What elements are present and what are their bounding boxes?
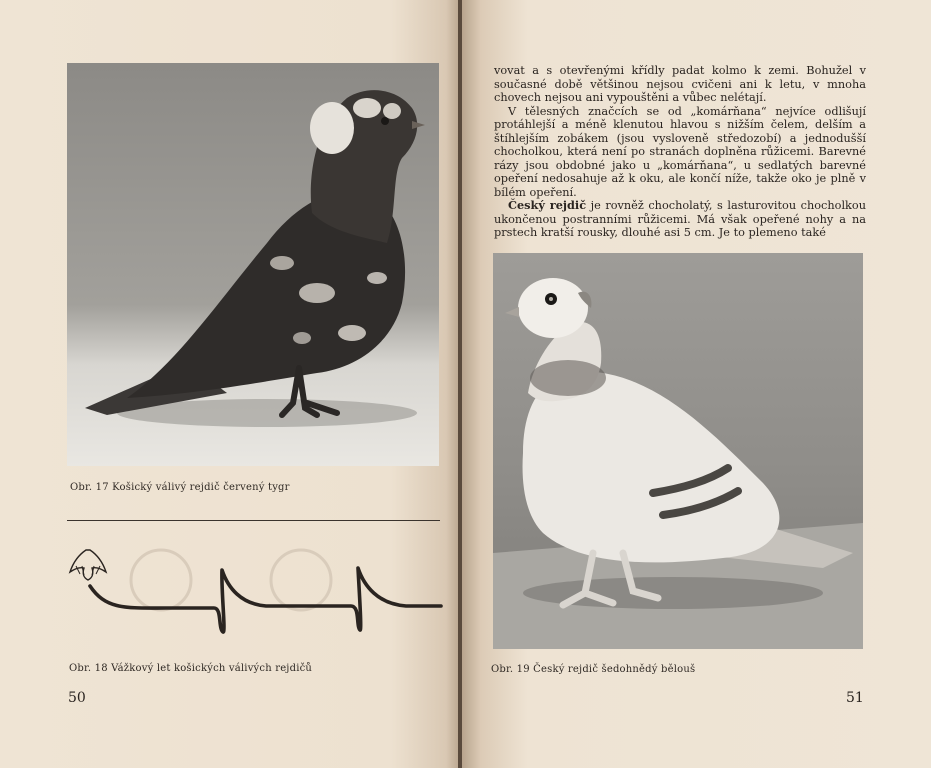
figure-17-caption: Obr. 17 Košický válivý rejdič červený tygr bbox=[70, 482, 290, 493]
page-number-right: 51 bbox=[846, 690, 864, 706]
page-number-left: 50 bbox=[68, 690, 86, 706]
flight-path-diagram bbox=[66, 540, 446, 645]
paragraph-3-rest: je rovněž chocholatý, s lasturovitou chocholkou ukončenou postranními růžicemi. Má však opeřené nohy a na prstech kratší rousky, dlouhé asi 5 cm. Je to plemeno také bbox=[494, 199, 866, 239]
separator-rule bbox=[67, 520, 440, 521]
bird-icon bbox=[70, 550, 106, 580]
pigeon-photo-cesky bbox=[493, 253, 863, 649]
paragraph-2: V tělesných značcích se od „komárňana“ nejvíce odlišují protáhlejší a méně klenutou hlavou s nižším čelem, delším a štíhlejším zobákem (jsou vysloveně středozobí) a jednodušší chocholkou, která není po stranách doplněna růžicemi. Barevné rázy jsou obdobné jako u „komárňana“, u sedlatých barevné opeření nedosahuje až k oku, ale končí níže, takže oko je plně v bílém opeření. bbox=[494, 104, 866, 199]
paragraph-3 bbox=[494, 199, 866, 240]
term-cesky-rejdic: Český rejdič bbox=[508, 198, 587, 212]
body-text bbox=[494, 64, 866, 240]
figure-18-caption: Obr. 18 Vážkový let košických válivých rejdičů bbox=[69, 663, 313, 674]
pigeon-photo-kosicky bbox=[67, 63, 439, 466]
left-page bbox=[0, 0, 460, 768]
paragraph-1: vovat a s otevřenými křídly padat kolmo k zemi. Bohužel v současné době většinou nejsou cvičeni ani k letu, v mnoha chovech nejsou ani vypouštěni a vůbec nelétají. bbox=[494, 64, 866, 104]
figure-19-caption: Obr. 19 Český rejdič šedohnědý bělouš bbox=[491, 664, 696, 675]
